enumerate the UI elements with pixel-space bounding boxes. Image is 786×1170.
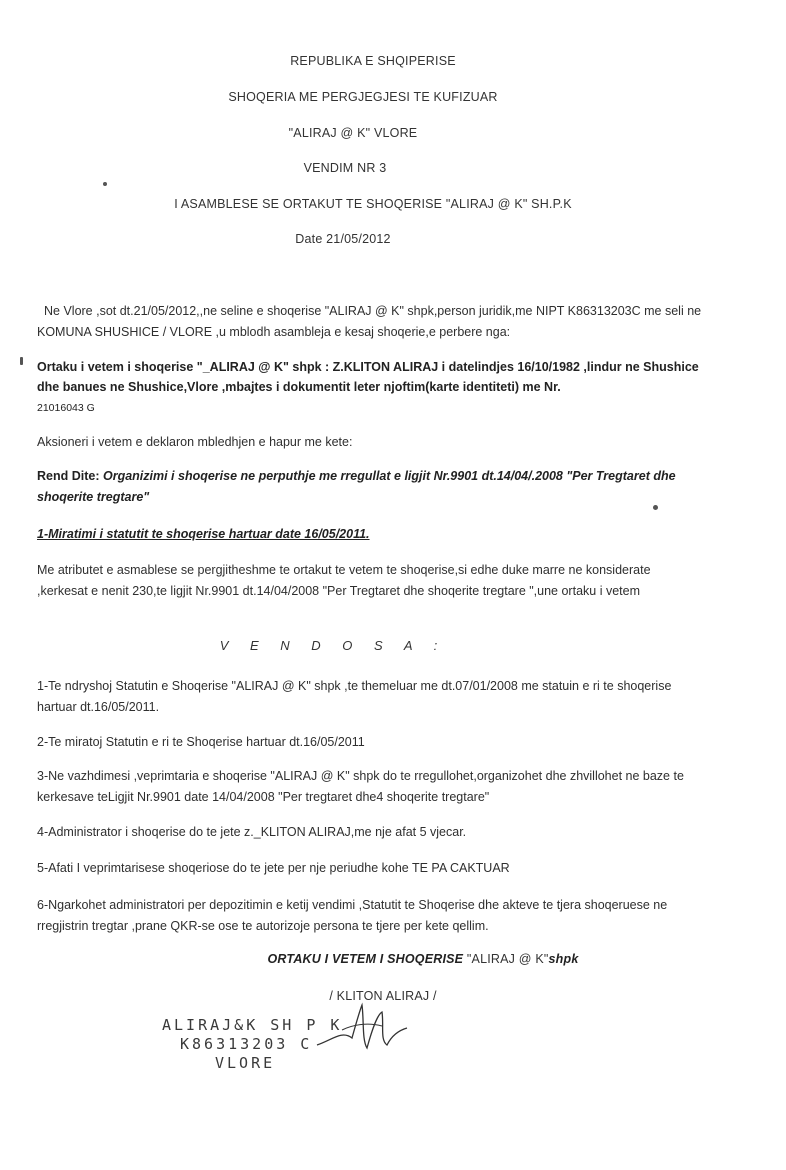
header-assembly: I ASAMBLESE SE ORTAKUT TE SHOQERISE "ALIRAJ @ K" SH.P.K [174,197,572,211]
header-republic: REPUBLIKA E SHQIPERISE [290,54,456,68]
handwritten-signature [312,1000,412,1060]
stamp-line-1: ALIRAJ&K SH P K [162,1016,343,1034]
agenda-text: Organizimi i shoqerise ne perputhje me rregullat e ligjit Nr.9901 dt.14/04/.2008 "Per Tregtaret dhe shoqerite tregtare" [37,469,676,504]
decision-1: 1-Te ndryshoj Statutin e Shoqerise "ALIRAJ @ K" shpk ,te themeluar me dt.07/01/2008 me statuin e ri te shoqerise hartuar dt.16/05/2011. [37,679,672,714]
scan-mark-left [20,357,23,365]
partner-text: Ortaku i vetem i shoqerise "_ALIRAJ @ K" shpk : Z.KLITON ALIRAJ i datelindjes 16/10/1982 ,lindur ne Shushice dhe banues ne Shushice,Vlore ,mbajtes i dokumentit leter njoftim(karte identiteti) me Nr. [37,360,699,394]
header-date: Date 21/05/2012 [295,232,391,246]
header-company-type: SHOQERIA ME PERGJEGJESI TE KUFIZUAR [228,90,498,104]
agenda-paragraph [37,466,697,508]
decided-heading: V E N D O S A : [219,638,447,653]
partner-paragraph [37,357,713,418]
scan-mark [653,505,658,510]
stamp-line-3: VLORE [215,1054,276,1072]
signer-name: / KLITON ALIRAJ / [329,989,437,1003]
agenda-label: Rend Dite: [37,469,100,483]
decision-2: 2-Te miratoj Statutin e ri te Shoqerise hartuar dt.16/05/2011 [37,735,365,749]
decision-3: 3-Ne vazhdimesi ,veprimtaria e shoqerise "ALIRAJ @ K" shpk do te rregullohet,organizohet dhe zhvillohet ne baze te kerkesave teLigjit Nr.9901 date 14/04/2008 "Per tregtaret dhe4 shoqerite tregtare" [37,769,684,804]
signoff-title: ORTAKU I VETEM I SHOQERISE [267,952,464,966]
intro-paragraph: Ne Vlore ,sot dt.21/05/2012,,ne seline e shoqerise "ALIRAJ @ K" shpk,person juridik,me NIPT K86313203C me seli ne KOMUNA SHUSHICE / VLORE ,u mblodh asambleja e kesaj shoqerie,e perbere nga: [37,304,702,339]
signoff-line [30,952,786,966]
header-decision-number: VENDIM NR 3 [303,161,387,175]
scan-speck [103,182,107,186]
stamp-line-2: K86313203 C [180,1035,313,1053]
signoff-shpk: shpk [548,952,579,966]
decision-4: 4-Administrator i shoqerise do te jete z._KLITON ALIRAJ,me nje afat 5 vjecar. [37,825,467,839]
item-approval: 1-Miratimi i statutit te shoqerise hartuar date 16/05/2011. [37,527,370,541]
header-company-name: "ALIRAJ @ K" VLORE [288,126,418,140]
signoff-company: "ALIRAJ @ K" [463,952,549,966]
decision-5: 5-Afati I veprimtarisese shoqeriose do te jete per nje periudhe kohe TE PA CAKTUAR [37,861,510,875]
decision-6: 6-Ngarkohet administratori per depozitimin e ketij vendimi ,Statutit te Shoqerise dhe akteve te tjera shoqeruese ne rregjistrin tregtar ,prane QKR-se ose te autorizoje persona te tjere per kete qellim. [37,898,668,933]
partner-id-number: 21016043 G [37,402,95,414]
attributes-paragraph: Me atributet e asmablese se pergjitheshme te ortakut te vetem te shoqerise,si edhe duke marre ne konsiderate ,kerkesat e nenit 230,te ligjit Nr.9901 dt.14/04/2008 "Per Tregtaret dhe shoqerite tregtare ",une ortaku i vetem [37,563,651,598]
declaration: Aksioneri i vetem e deklaron mbledhjen e hapur me kete: [37,435,353,449]
